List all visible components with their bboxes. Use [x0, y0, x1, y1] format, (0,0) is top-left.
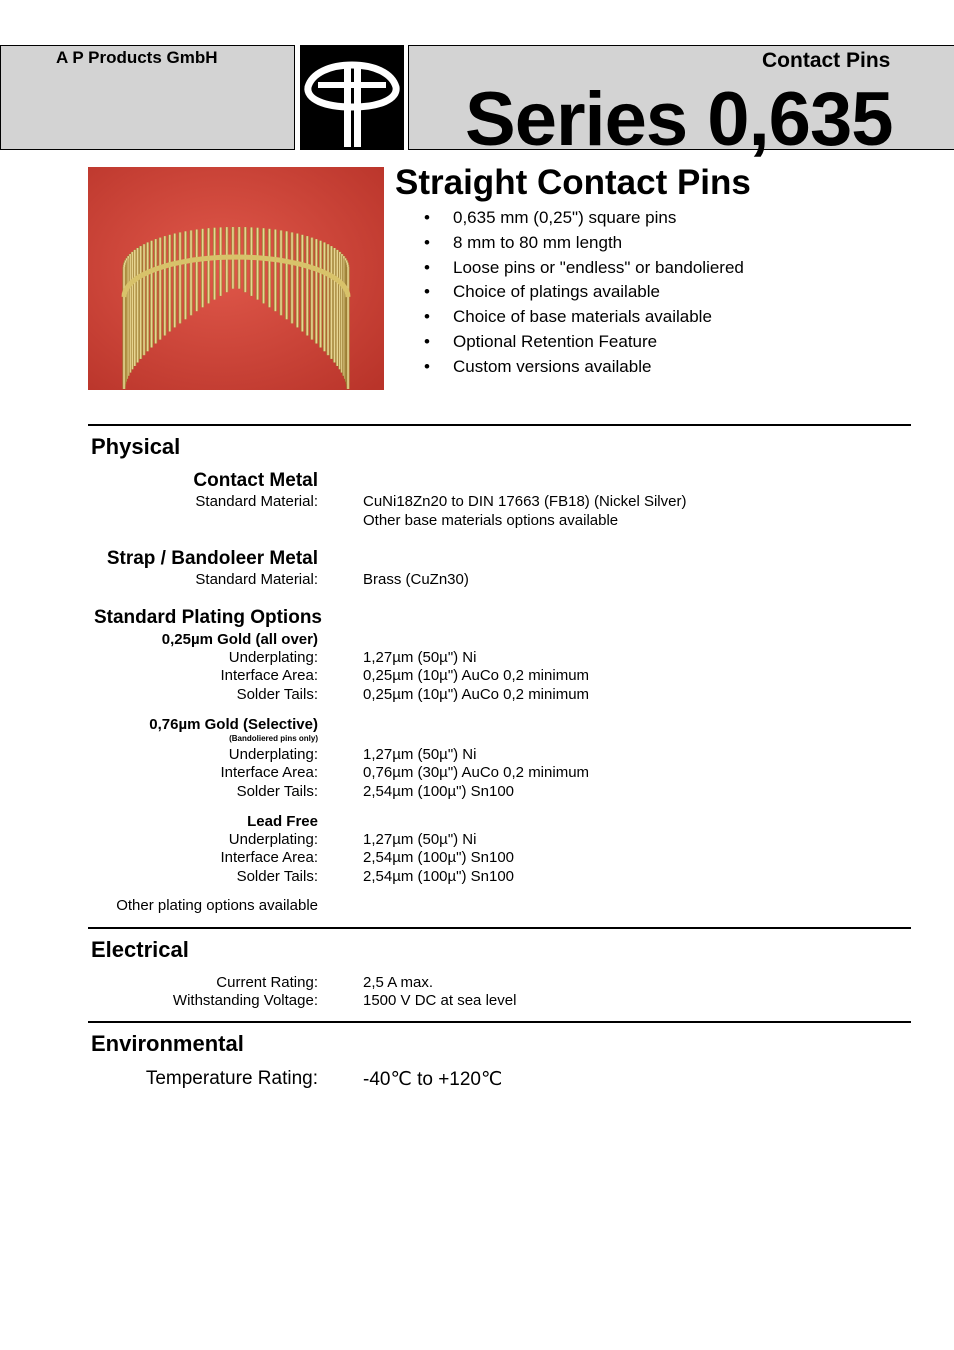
contact-pin	[159, 238, 162, 340]
list-item	[421, 307, 744, 332]
contact-pin	[142, 244, 145, 355]
contact-pin	[173, 234, 176, 328]
contact-metal-heading: Contact Metal	[193, 470, 318, 491]
contact-pin	[306, 236, 309, 335]
spec-label: Interface Area:	[220, 667, 318, 684]
ap-logo-icon	[300, 45, 404, 150]
contact-pin	[219, 227, 222, 296]
spec-label: Underplating:	[228, 831, 318, 848]
feature-list	[421, 208, 744, 382]
spec-value: 1,27µm (50µ") Ni	[363, 649, 477, 666]
bullet-icon: •	[424, 282, 430, 302]
bullet-icon: •	[424, 356, 430, 376]
contact-pin	[296, 234, 299, 328]
spec-value: CuNi18Zn20 to DIN 17663 (FB18) (Nickel Silver)	[363, 493, 687, 510]
section-heading-physical: Physical	[91, 434, 181, 459]
spec-label: Withstanding Voltage:	[172, 992, 318, 1009]
feature-text: Choice of base materials available	[453, 307, 712, 327]
spec-value: 1,27µm (50µ") Ni	[363, 746, 477, 763]
contact-pin	[330, 246, 333, 359]
company-name: A P Products GmbH	[56, 48, 218, 67]
feature-text: 0,635 mm (0,25") square pins	[453, 208, 677, 227]
list-item	[421, 258, 744, 283]
contact-pin	[189, 230, 192, 315]
plating-heading: Standard Plating Options	[93, 607, 322, 628]
spec-label: Solder Tails:	[236, 783, 318, 800]
spec-label: Standard Material:	[195, 493, 318, 510]
contact-pin	[310, 238, 313, 340]
contact-pin	[207, 228, 210, 303]
contact-pin	[315, 239, 318, 343]
section-divider	[88, 1021, 911, 1023]
spec-value: Brass (CuZn30)	[363, 571, 469, 588]
bullet-icon: •	[424, 232, 430, 252]
bullet-icon: •	[424, 208, 430, 227]
contact-pin	[326, 244, 329, 355]
contact-pin	[319, 241, 322, 348]
contact-pin	[333, 248, 336, 363]
list-item	[421, 233, 744, 258]
gold-selective-note: (Bandoliered pins only)	[229, 734, 318, 743]
spec-label: Underplating:	[228, 746, 318, 763]
spec-label: Solder Tails:	[236, 868, 318, 885]
contact-pin	[213, 228, 216, 300]
feature-text: 8 mm to 80 mm length	[453, 232, 623, 252]
spec-label: Standard Material:	[195, 571, 318, 588]
strap-metal-heading: Strap / Bandoleer Metal	[106, 548, 318, 569]
gold-all-heading: 0,25µm Gold (all over)	[161, 631, 318, 648]
contact-pin	[268, 229, 271, 307]
contact-pin	[122, 267, 125, 389]
list-item	[421, 357, 744, 382]
feature-text: Choice of platings available	[453, 282, 660, 302]
contact-pin	[285, 231, 288, 319]
contact-pin	[139, 246, 142, 359]
contact-pin	[201, 229, 204, 307]
contact-pin	[195, 230, 198, 312]
list-item	[421, 282, 744, 307]
contact-pin	[146, 242, 149, 351]
spec-label: Interface Area:	[220, 849, 318, 866]
spec-value: 2,5 A max.	[363, 974, 434, 991]
bullet-icon: •	[424, 257, 430, 277]
section-heading-environmental: Environmental	[91, 1031, 244, 1056]
contact-pin	[279, 230, 282, 315]
list-item	[421, 332, 744, 357]
contact-pin	[262, 228, 265, 303]
list-item	[421, 208, 744, 233]
contact-pin	[256, 228, 259, 300]
spec-value: 1,27µm (50µ") Ni	[363, 831, 477, 848]
contact-pin	[274, 230, 277, 312]
spec-label: Interface Area:	[220, 764, 318, 781]
spec-value: 0,76µm (30µ") AuCo 0,2 minimum	[363, 764, 590, 781]
contact-pin	[323, 242, 326, 351]
spec-value: 0,25µm (10µ") AuCo 0,2 minimum	[363, 686, 590, 703]
spec-value: 2,54µm (100µ") Sn100	[363, 868, 515, 885]
spec-value: 0,25µm (10µ") AuCo 0,2 minimum	[363, 667, 590, 684]
spec-label: Solder Tails:	[236, 686, 318, 703]
other-plating-note: Other plating options available	[116, 897, 318, 914]
contact-pin	[346, 267, 349, 389]
bullet-icon: •	[424, 331, 430, 351]
contact-pin	[301, 235, 304, 332]
contact-pin	[163, 236, 166, 335]
contact-pins-photo	[88, 167, 384, 390]
product-title: Straight Contact Pins	[395, 163, 751, 202]
series-title: Series 0,635	[465, 77, 893, 162]
contact-pin	[290, 232, 293, 323]
document-type: Contact Pins	[762, 49, 891, 72]
feature-text: Optional Retention Feature	[453, 331, 658, 351]
section-divider	[88, 927, 911, 929]
spec-value: 1500 V DC at sea level	[363, 992, 517, 1009]
section-heading-electrical: Electrical	[91, 937, 189, 962]
contact-pin	[184, 231, 187, 319]
contact-pin	[178, 232, 181, 323]
spec-label: Current Rating:	[216, 974, 318, 991]
feature-text: Custom versions available	[453, 356, 652, 376]
contact-pin	[136, 248, 139, 363]
spec-label: Temperature Rating:	[145, 1068, 318, 1089]
spec-value: -40℃ to +120℃	[363, 1069, 503, 1090]
contact-pin	[154, 239, 157, 343]
feature-text: Loose pins or "endless" or bandoliered	[453, 257, 744, 277]
section-divider	[88, 424, 911, 426]
spec-value: Other base materials options available	[363, 512, 619, 529]
bullet-icon: •	[424, 307, 430, 327]
lead-free-heading: Lead Free	[247, 813, 318, 830]
contact-pin	[168, 235, 171, 332]
contact-pin	[250, 227, 253, 296]
spec-value: 2,54µm (100µ") Sn100	[363, 783, 515, 800]
spec-value: 2,54µm (100µ") Sn100	[363, 849, 515, 866]
gold-selective-heading: 0,76µm Gold (Selective)	[149, 716, 318, 733]
spec-label: Underplating:	[228, 649, 318, 666]
contact-pin	[150, 241, 153, 348]
